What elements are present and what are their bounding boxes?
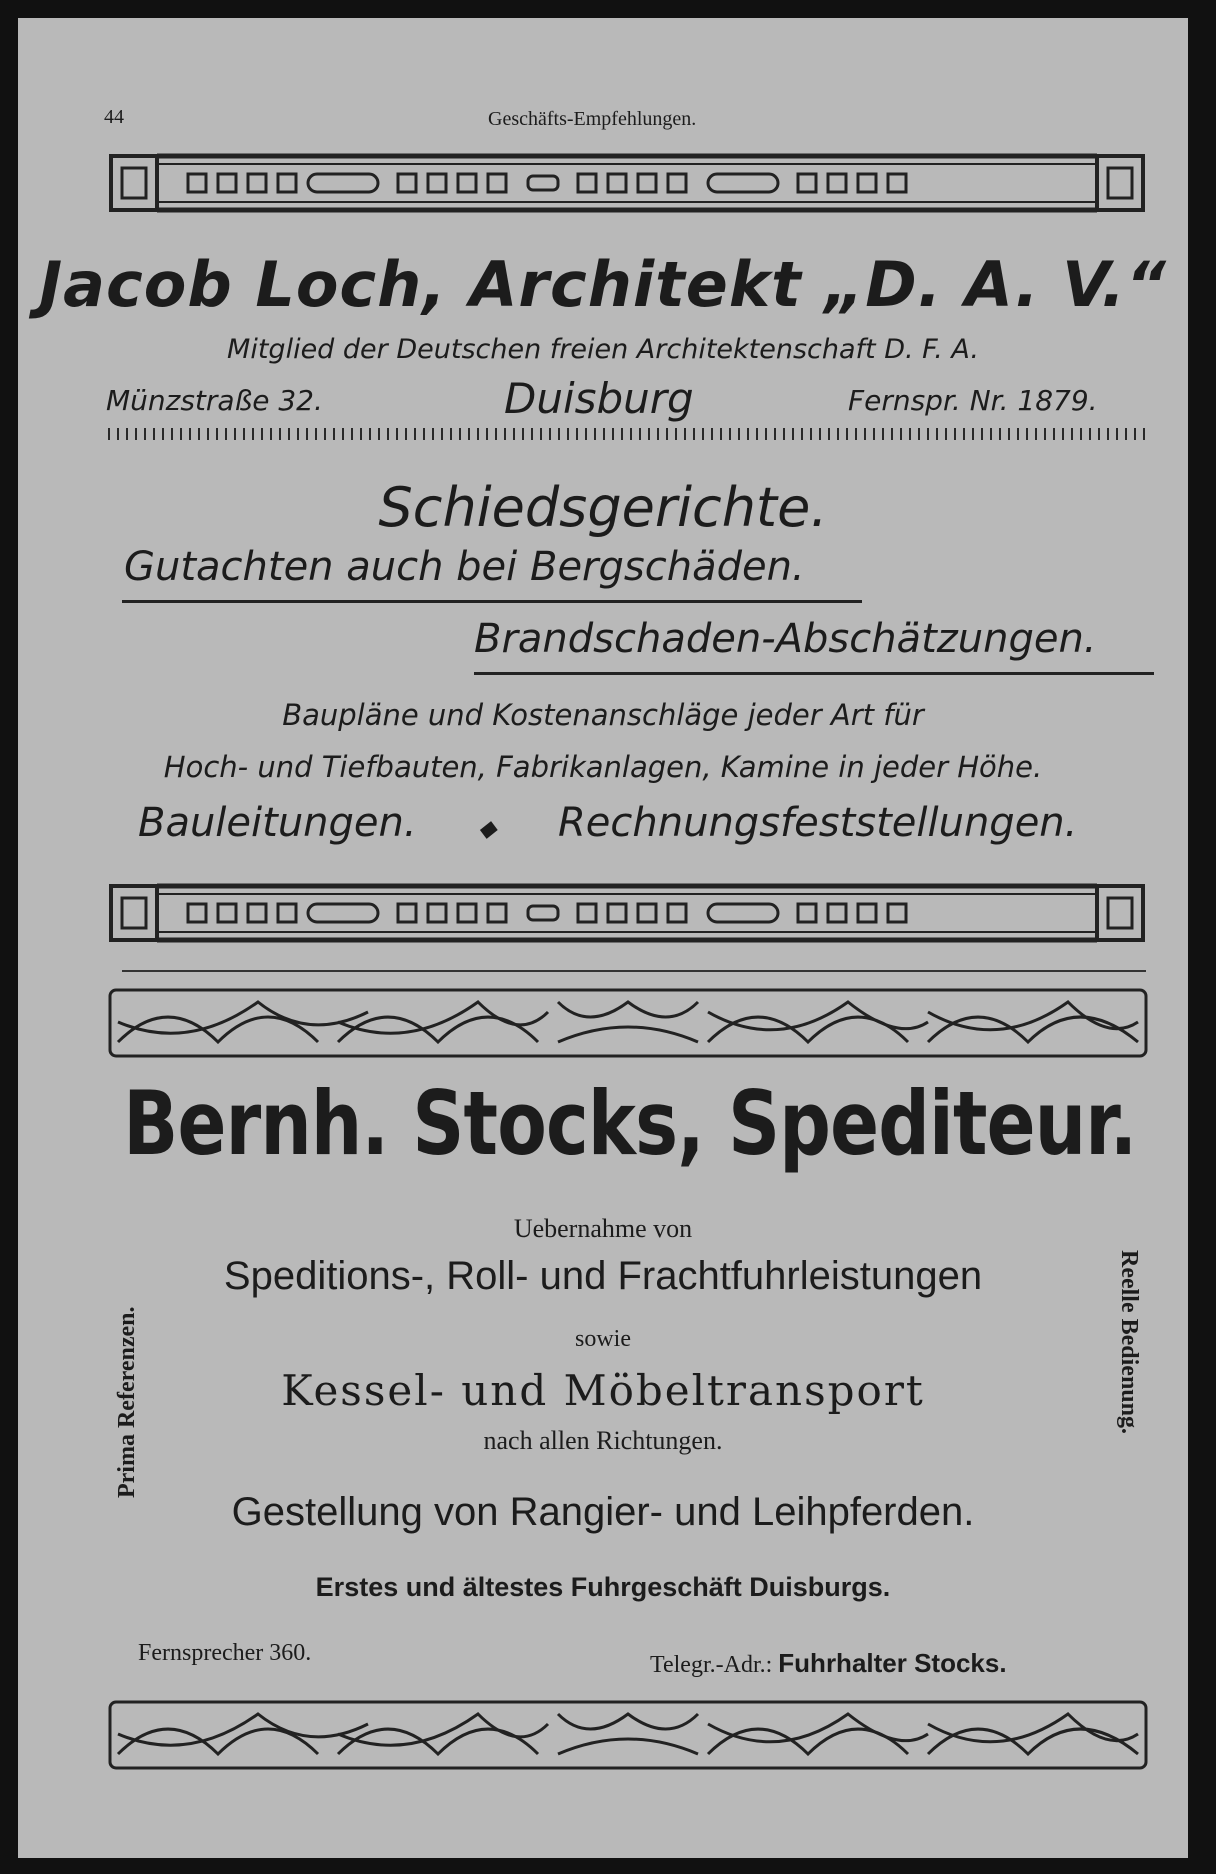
- ad1-service-expertise: Gutachten auch bei Bergschäden.: [124, 544, 805, 590]
- ad1-service-plans-line1: Baupläne und Kostenanschläge jeder Art für: [282, 698, 924, 732]
- telegram-value: Fuhrhalter Stocks.: [778, 1648, 1007, 1678]
- ad2-line-takeover: Uebernahme von: [513, 1214, 693, 1243]
- ad1-service-plans-line2: Hoch- und Tiefbauten, Fabrikanlagen, Kamine in jeder Höhe.: [163, 750, 1043, 784]
- side-text-right: Reelle Bedienung.: [1116, 1250, 1142, 1434]
- bottom-border-ornament: [108, 876, 1146, 948]
- diamond-separator-icon: ⬥: [478, 814, 497, 844]
- page-number: 44: [104, 106, 124, 128]
- underline-divider: [474, 672, 1154, 675]
- art-nouveau-ornament-top: [108, 982, 1148, 1062]
- ad1-service-arbitration: Schiedsgerichte.: [378, 476, 828, 539]
- ad2-line-oldest: Erstes und ältestes Fuhrgeschäft Duisburgs.: [315, 1572, 891, 1602]
- ad1-title: Jacob Loch, Architekt „D. A. V.“: [39, 248, 1167, 321]
- underline-divider: [122, 600, 862, 603]
- ad1-street: Münzstraße 32.: [106, 384, 323, 417]
- ad2-line-services: Speditions-, Roll- und Frachtfuhrleistungen: [223, 1254, 983, 1298]
- ad2-line-sowie: sowie: [575, 1326, 631, 1352]
- ad2-phone: Fernsprecher 360.: [138, 1640, 312, 1666]
- tick-rule-divider: [108, 428, 1148, 440]
- telegram-label: Telegr.-Adr.:: [650, 1652, 779, 1678]
- ad1-service-fire-damage: Brandschaden-Abschätzungen.: [474, 616, 1097, 662]
- top-border-ornament: [108, 146, 1146, 218]
- section-divider: [122, 970, 1146, 972]
- ad2-telegram: [650, 1648, 1007, 1679]
- ad2-title: Bernh. Stocks, Spediteur.: [123, 1072, 1137, 1175]
- ad1-city: Duisburg: [504, 374, 694, 423]
- art-nouveau-ornament-bottom: [108, 1694, 1148, 1774]
- ad1-membership: Mitglied der Deutschen freien Architektenschaft D. F. A.: [227, 334, 979, 365]
- ad1-phone: Fernspr. Nr. 1879.: [848, 384, 1098, 417]
- side-text-left: Prima Referenzen.: [114, 1306, 140, 1498]
- ad2-line-directions: nach allen Richtungen.: [483, 1426, 723, 1455]
- page: [18, 18, 1188, 1858]
- running-title: Geschäfts-Empfehlungen.: [488, 108, 697, 130]
- ad1-service-site-management: Bauleitungen.: [138, 800, 417, 846]
- ad2-line-transport: Kessel- und Möbeltransport: [281, 1366, 925, 1415]
- ad2-line-horses: Gestellung von Rangier- und Leihpferden.: [231, 1490, 975, 1534]
- ad1-service-accounting: Rechnungsfeststellungen.: [558, 800, 1078, 846]
